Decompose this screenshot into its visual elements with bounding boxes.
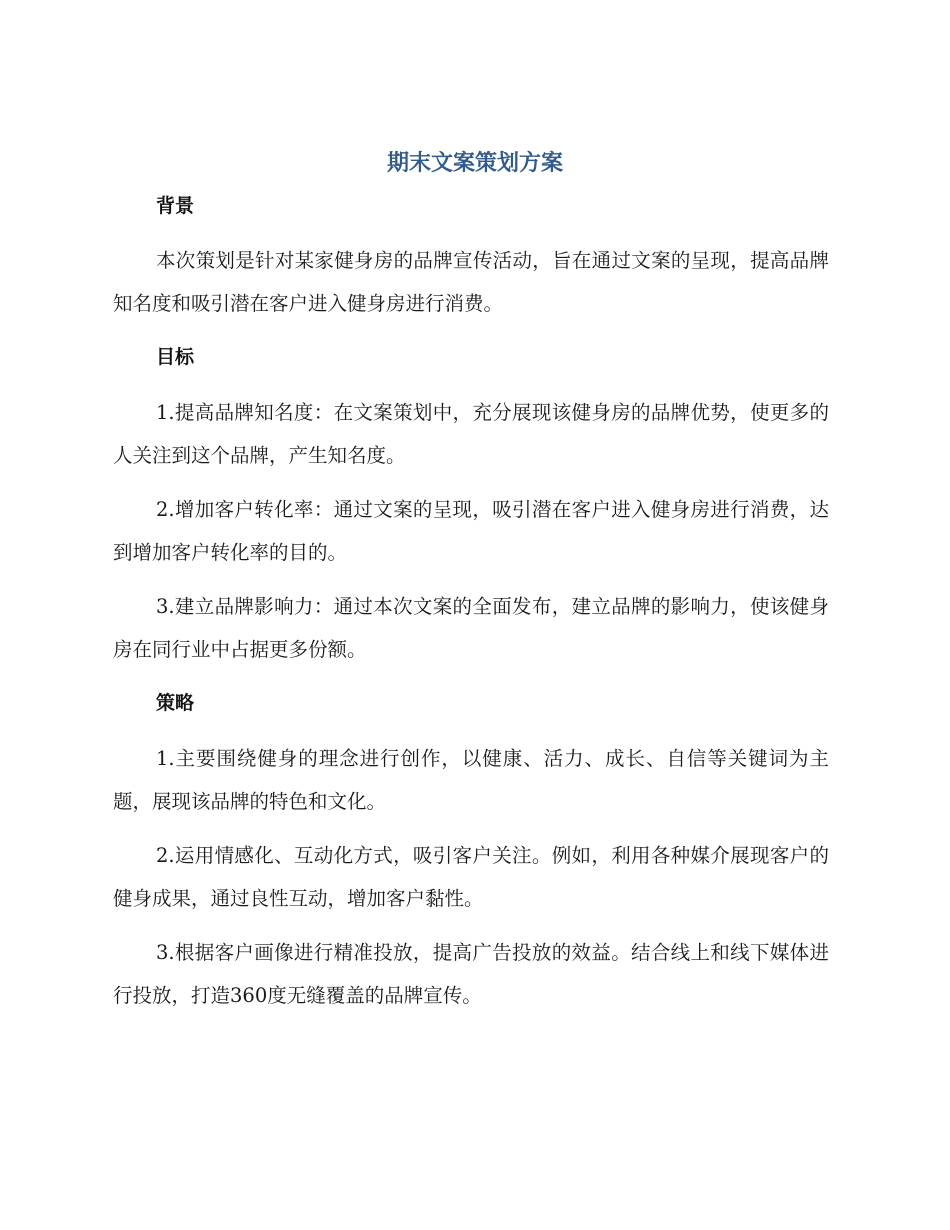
paragraph-strategy-2: 2.运用情感化、互动化方式，吸引客户关注。例如，利用各种媒介展现客户的健身成果，通过良性互动，增加客户黏性。 [113, 844, 829, 910]
section-heading-goals: 目标 [156, 346, 195, 368]
paragraph-goal-1: 1.提高品牌知名度：在文案策划中，充分展现该健身房的品牌优势，使更多的人关注到这个品牌，产生知名度。 [113, 401, 829, 467]
section-heading-strategy: 策略 [156, 692, 195, 714]
paragraph-strategy-1: 1.主要围绕健身的理念进行创作，以健康、活力、成长、自信等关键词为主题，展现该品牌的特色和文化。 [113, 747, 829, 813]
paragraph-goal-3: 3.建立品牌影响力：通过本次文案的全面发布，建立品牌的影响力，使该健身房在同行业中占据更多份额。 [113, 595, 829, 661]
paragraph-background: 本次策划是针对某家健身房的品牌宣传活动，旨在通过文案的呈现，提高品牌知名度和吸引潜在客户进入健身房进行消费。 [113, 249, 829, 315]
paragraph-strategy-3: 3.根据客户画像进行精准投放，提高广告投放的效益。结合线上和线下媒体进行投放，打造360度无缝覆盖的品牌宣传。 [113, 941, 829, 1007]
paragraph-goal-2: 2.增加客户转化率：通过文案的呈现，吸引潜在客户进入健身房进行消费，达到增加客户转化率的目的。 [113, 498, 829, 564]
document-title: 期末文案策划方案 [386, 151, 563, 176]
section-heading-background: 背景 [156, 195, 195, 217]
